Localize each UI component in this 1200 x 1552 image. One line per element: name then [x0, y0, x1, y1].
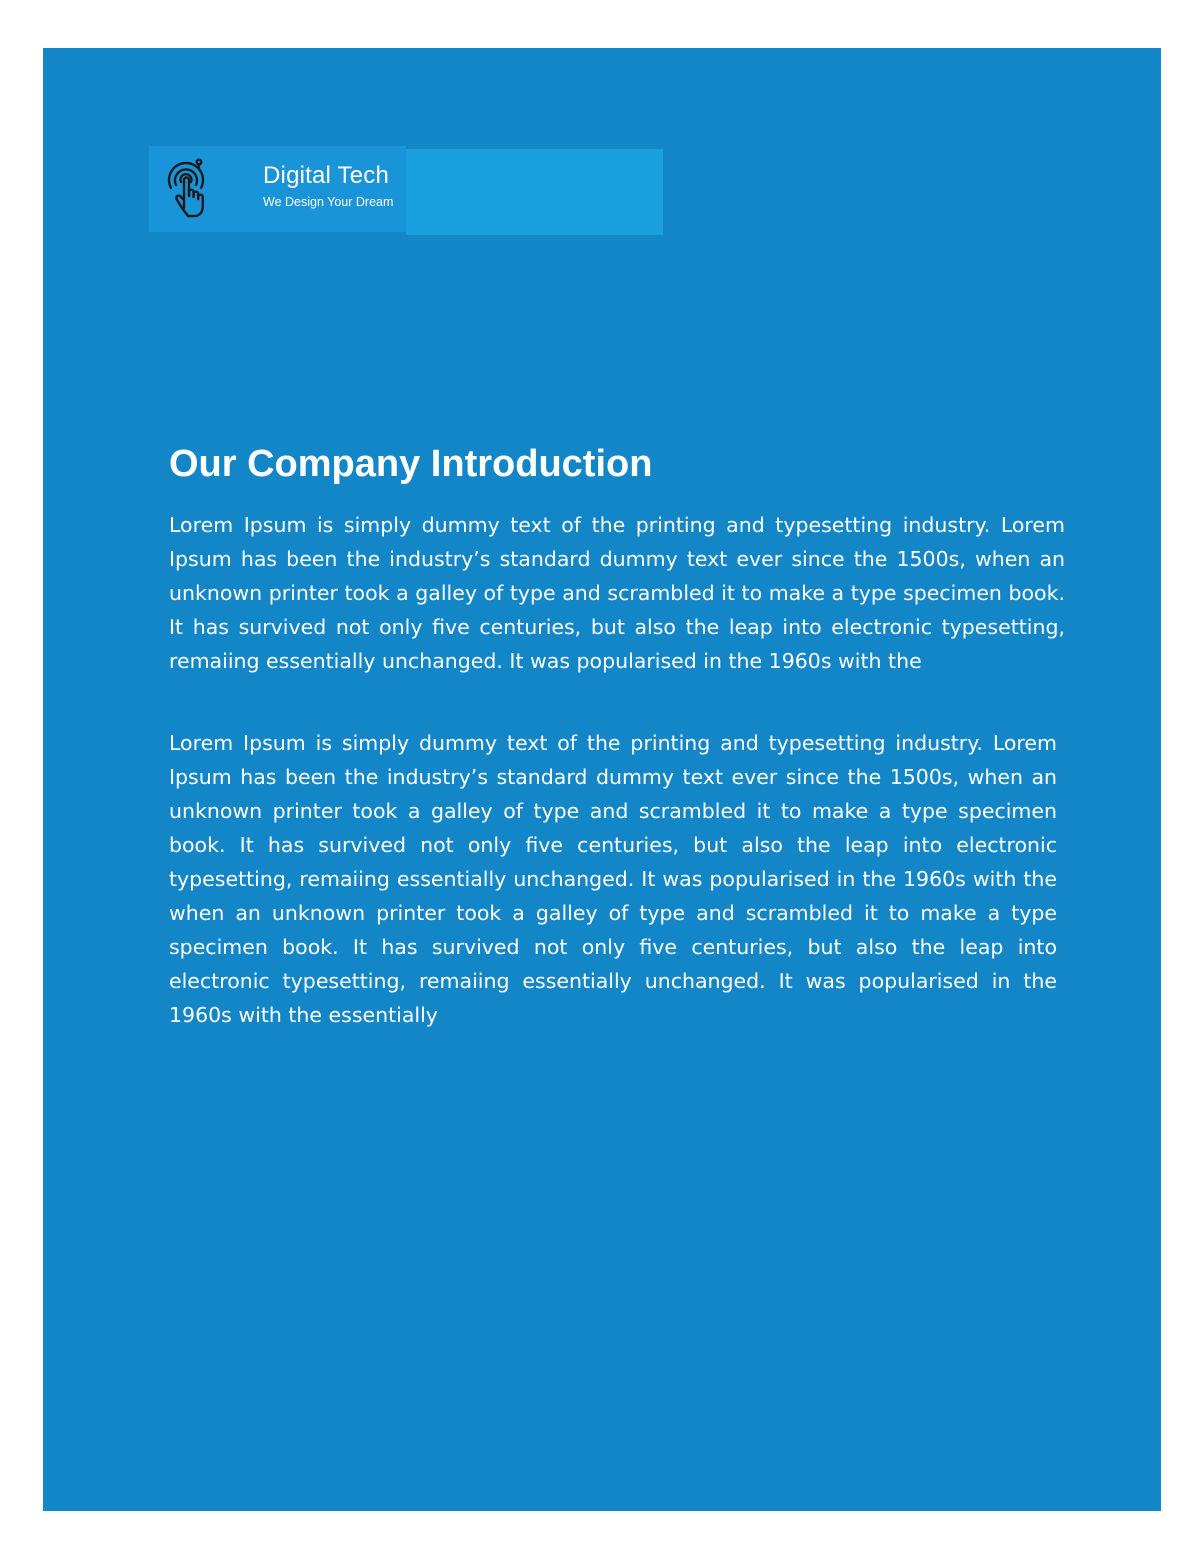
section-heading: Our Company Introduction [169, 443, 653, 485]
brand-tagline: We Design Your Dream [263, 195, 394, 209]
touch-fingerprint-icon [163, 156, 209, 218]
logo-banner-extension [406, 149, 663, 235]
intro-section [169, 440, 1065, 1032]
brand-name: Digital Tech [263, 162, 390, 189]
page-background [43, 48, 1161, 1511]
intro-paragraph: Lorem Ipsum is simply dummy text of the printing and typesetting industry. Lorem Ipsum has been the industry’s standard dummy text ever since the 1500s, when an unknown printer took a galley of type and scrambled it to make a type specimen book. It has survived not only five centuries, but also the leap into electronic typesetting, remaiing essentially unchanged. It was popularised in the 1960s with the when an unknown printer took a galley of type and scrambled it to make a type specimen book. It has survived not only five centuries, but also the leap into electronic typesetting, remaiing essentially unchanged. It was popularised in the 1960s with the essentially [169, 731, 1057, 1027]
intro-paragraph: Lorem Ipsum is simply dummy text of the printing and typesetting industry. Lorem Ipsum has been the industry’s standard dummy text ever since the 1500s, when an unknown printer took a galley of type and scrambled it to make a type specimen book. It has survived not only five centuries, but also the leap into electronic typesetting, remaiing essentially unchanged. It was popularised in the 1960s with the [169, 513, 1065, 673]
logo-banner [149, 146, 406, 232]
